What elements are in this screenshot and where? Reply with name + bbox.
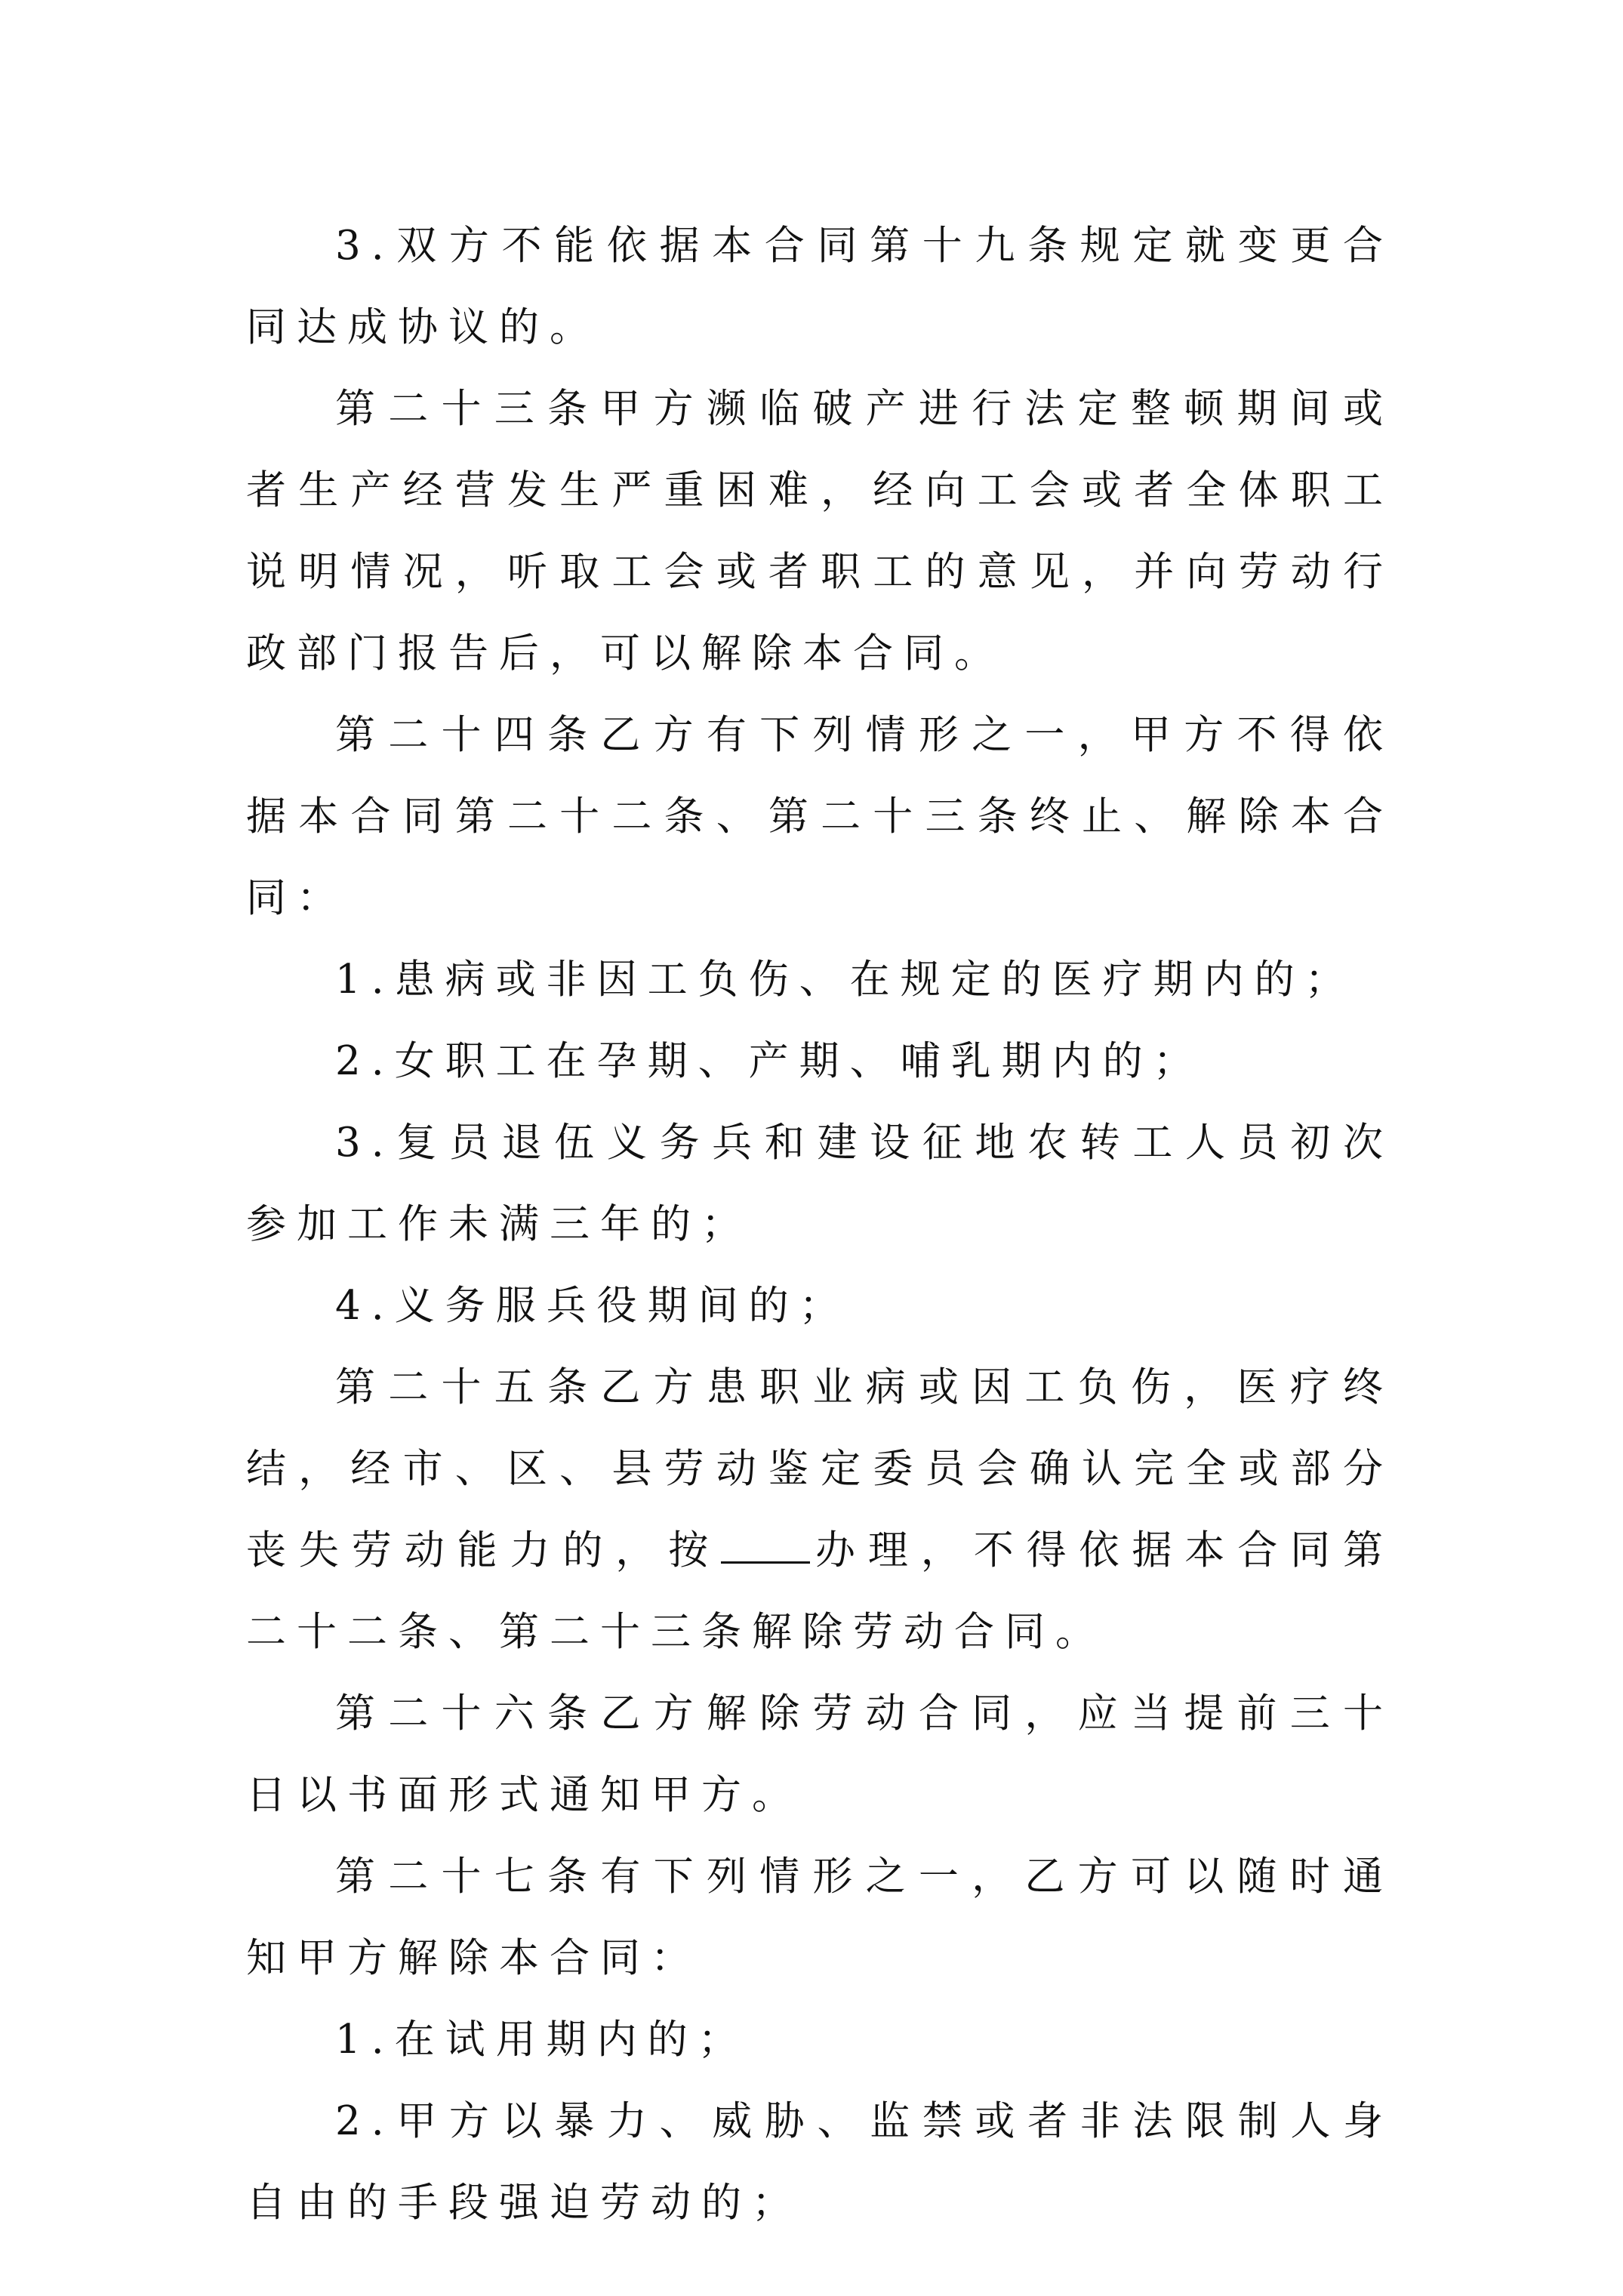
paragraph-item-3 bbox=[246, 205, 1394, 368]
paragraph-text: 第二十三条甲方濒临破产进行法定整顿期间或者生产经营发生严重困难，经向工会或者全体职工说明情况，听取工会或者职工的意见，并向劳动行政部门报告后，可以解除本合同。 bbox=[246, 386, 1394, 676]
article-27-item-1 bbox=[246, 1999, 1394, 2081]
paragraph-text: 3.复员退伍义务兵和建设征地农转工人员初次参加工作未满三年的； bbox=[246, 1120, 1394, 1247]
article-27 bbox=[246, 1836, 1394, 1999]
paragraph-text: 3.双方不能依据本合同第十九条规定就变更合同达成协议的。 bbox=[246, 223, 1394, 350]
paragraph-text: 办理，不得依据本合同第二十二条、第二十三条解除劳动合同。 bbox=[246, 1527, 1394, 1655]
article-23 bbox=[246, 368, 1394, 695]
article-24-item-1 bbox=[246, 939, 1394, 1021]
article-26 bbox=[246, 1673, 1394, 1836]
paragraph-text: 2.甲方以暴力、威胁、监禁或者非法限制人身自由的手段强迫劳动的； bbox=[246, 2098, 1394, 2226]
paragraph-text: 第二十四条乙方有下列情形之一，甲方不得依据本合同第二十二条、第二十三条终止、解除本合同： bbox=[246, 712, 1394, 921]
article-24 bbox=[246, 695, 1394, 939]
paragraph-text: 2.女职工在孕期、产期、哺乳期内的； bbox=[335, 1038, 1204, 1084]
paragraph-text: 1.患病或非因工负伤、在规定的医疗期内的； bbox=[335, 957, 1356, 1003]
article-24-item-4 bbox=[246, 1265, 1394, 1347]
article-24-item-2 bbox=[246, 1021, 1394, 1102]
fill-in-blank bbox=[721, 1531, 810, 1564]
article-25 bbox=[246, 1347, 1394, 1673]
paragraph-text: 1.在试用期内的； bbox=[335, 2017, 749, 2063]
article-24-item-3 bbox=[246, 1102, 1394, 1265]
paragraph-text: 第二十五条乙方患职业病或因工负伤，医疗终结，经市、区、县劳动鉴定委员会确认完全或部分丧失劳动能力的，按 bbox=[246, 1364, 1394, 1573]
paragraph-text: 4.义务服兵役期间的； bbox=[335, 1283, 850, 1329]
article-27-item-2 bbox=[246, 2081, 1394, 2244]
document-body bbox=[246, 205, 1394, 2244]
paragraph-text: 第二十六条乙方解除劳动合同，应当提前三十日以书面形式通知甲方。 bbox=[246, 1690, 1394, 1818]
paragraph-text: 第二十七条有下列情形之一，乙方可以随时通知甲方解除本合同： bbox=[246, 1854, 1394, 1981]
